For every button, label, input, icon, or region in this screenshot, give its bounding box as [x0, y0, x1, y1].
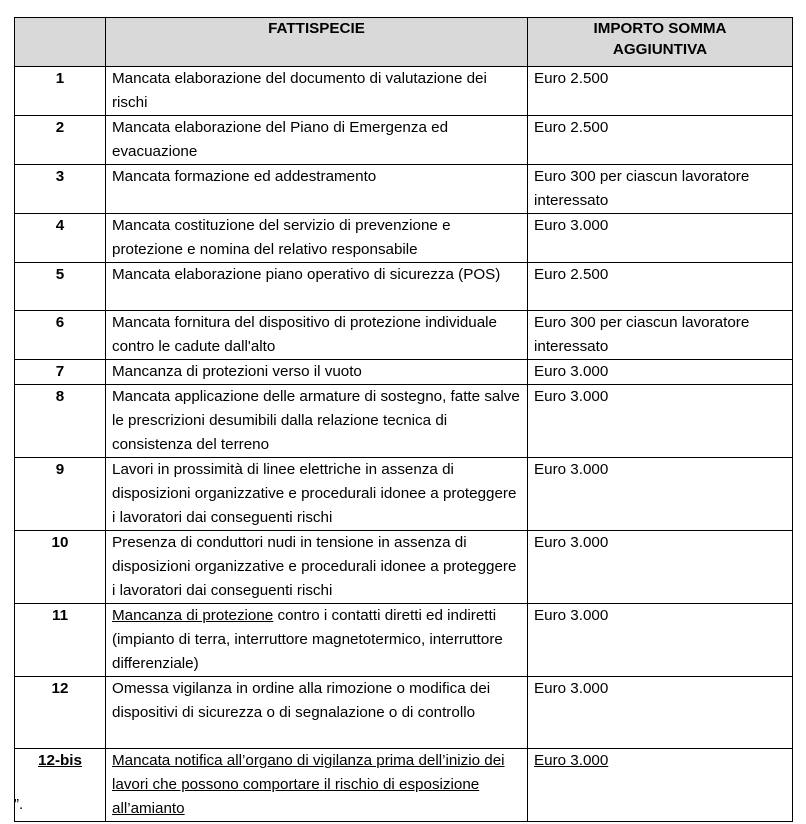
row-description: Mancata elaborazione del Piano di Emergenza ed evacuazione — [106, 116, 528, 165]
row-amount: Euro 3.000 — [528, 749, 793, 822]
row-number: 7 — [15, 360, 106, 385]
row-amount: Euro 3.000 — [528, 458, 793, 531]
row-number: 8 — [15, 385, 106, 458]
table-row — [15, 531, 793, 604]
row-number: 9 — [15, 458, 106, 531]
row-number: 11 — [15, 604, 106, 677]
row-amount: Euro 2.500 — [528, 116, 793, 165]
row-description-underlined: Mancanza di protezione — [112, 607, 274, 624]
table-row — [15, 311, 793, 360]
row-description: Mancanza di protezioni verso il vuoto — [106, 360, 528, 385]
table-row — [15, 749, 793, 822]
row-number: 5 — [15, 263, 106, 311]
row-number: 12 — [15, 677, 106, 749]
table-row — [15, 214, 793, 263]
row-description — [106, 604, 528, 677]
row-number: 2 — [15, 116, 106, 165]
closing-quote-mark: ”. — [14, 796, 24, 813]
row-amount: Euro 2.500 — [528, 67, 793, 116]
row-description-rest: contro i contatti diretti ed indiretti (impianto di terra, interruttore magnetotermico, interruttore differenziale) — [112, 607, 503, 672]
header-description: FATTISPECIE — [106, 18, 528, 67]
row-amount: Euro 3.000 — [528, 531, 793, 604]
header-amount: IMPORTO SOMMA AGGIUNTIVA — [528, 18, 793, 67]
penalty-table — [14, 17, 793, 822]
row-number: 6 — [15, 311, 106, 360]
row-amount: Euro 3.000 — [528, 677, 793, 749]
row-description: Mancata fornitura del dispositivo di protezione individuale contro le cadute dall'alto — [106, 311, 528, 360]
row-description: Lavori in prossimità di linee elettriche in assenza di disposizioni organizzative e procedurali idonee a proteggere i lavoratori dai conseguenti rischi — [106, 458, 528, 531]
table-row — [15, 677, 793, 749]
row-amount: Euro 3.000 — [528, 385, 793, 458]
row-amount: Euro 2.500 — [528, 263, 793, 311]
row-amount: Euro 3.000 — [528, 604, 793, 677]
row-number: 3 — [15, 165, 106, 214]
row-description: Mancata notifica all’organo di vigilanza prima dell’inizio dei lavori che possono comportare il rischio di esposizione all’amianto — [106, 749, 528, 822]
row-number: 10 — [15, 531, 106, 604]
table-row — [15, 360, 793, 385]
table-row — [15, 116, 793, 165]
row-amount: Euro 300 per ciascun lavoratore interessato — [528, 311, 793, 360]
table-row — [15, 604, 793, 677]
table-row — [15, 385, 793, 458]
row-number: 4 — [15, 214, 106, 263]
table-row — [15, 263, 793, 311]
row-description: Mancata elaborazione piano operativo di sicurezza (POS) — [106, 263, 528, 311]
table-header-row — [15, 18, 793, 67]
table-row — [15, 165, 793, 214]
row-amount: Euro 3.000 — [528, 214, 793, 263]
table-row — [15, 458, 793, 531]
row-number: 1 — [15, 67, 106, 116]
row-number: 12-bis — [15, 749, 106, 822]
table-row — [15, 67, 793, 116]
row-description: Mancata costituzione del servizio di prevenzione e protezione e nomina del relativo responsabile — [106, 214, 528, 263]
row-amount: Euro 300 per ciascun lavoratore interessato — [528, 165, 793, 214]
header-number — [15, 18, 106, 67]
row-description: Omessa vigilanza in ordine alla rimozione o modifica dei dispositivi di sicurezza o di segnalazione o di controllo — [106, 677, 528, 749]
row-amount: Euro 3.000 — [528, 360, 793, 385]
row-description: Presenza di conduttori nudi in tensione in assenza di disposizioni organizzative e procedurali idonee a proteggere i lavoratori dai conseguenti rischi — [106, 531, 528, 604]
row-description: Mancata applicazione delle armature di sostegno, fatte salve le prescrizioni desumibili dalla relazione tecnica di consistenza del terreno — [106, 385, 528, 458]
row-description: Mancata formazione ed addestramento — [106, 165, 528, 214]
row-description: Mancata elaborazione del documento di valutazione dei rischi — [106, 67, 528, 116]
